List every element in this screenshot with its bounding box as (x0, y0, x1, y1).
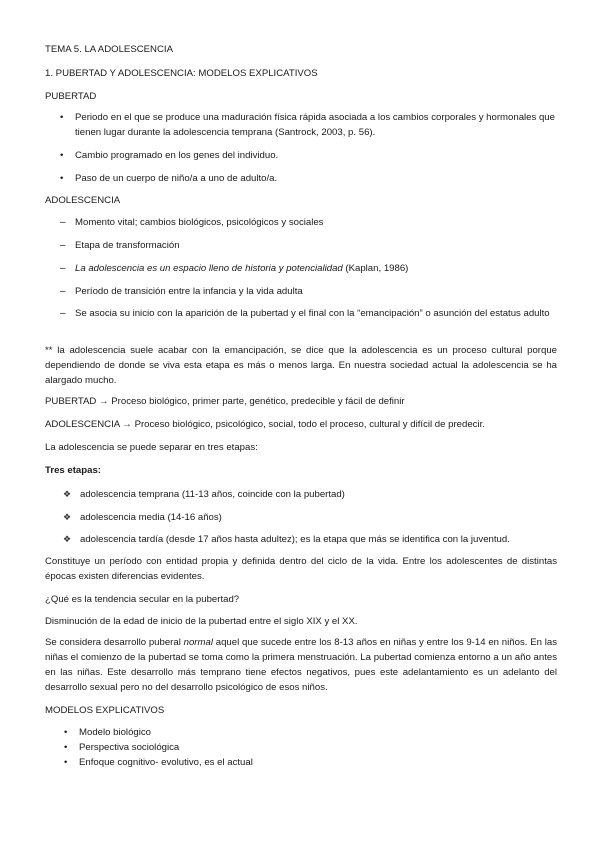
adolescencia-definition: ADOLESCENCIA → Proceso biológico, psicológico, social, todo el proceso, cultural y difícil de predecir. (45, 419, 485, 430)
list-item-text: Periodo en el que se produce una maduración física rápida asociada a los cambios corporales y hormonales que tienen lugar durante la adolescencia temprana (Santrock, 2003, p. 56). (75, 112, 555, 138)
list-item-text: adolescencia media (14-16 años) (80, 512, 222, 523)
separar-paragraph: La adolescencia se puede separar en tres etapas: (45, 442, 258, 453)
list-item-text (75, 261, 557, 276)
dash-icon: – (60, 240, 66, 251)
bullet-icon: • (60, 150, 64, 161)
bullet-icon: • (64, 727, 68, 738)
list-item-text: Momento vital; cambios biológicos, psicológicos y sociales (75, 217, 324, 228)
diamond-bullet-icon: ❖ (63, 512, 72, 522)
list-item (60, 306, 557, 336)
document-title: TEMA 5. LA ADOLESCENCIA (45, 44, 173, 55)
pubertad-definition: PUBERTAD → Proceso biológico, primer parte, genético, predecible y fácil de definir (45, 396, 405, 407)
dash-icon: – (60, 286, 66, 297)
adolescencia-heading: ADOLESCENCIA (45, 195, 121, 206)
list-item-text: adolescencia tardía (desde 17 años hasta adultez); es la etapa que más se identifica con la juventud. (80, 534, 510, 545)
normal-post: aquel que sucede entre los 8-13 años en niñas y entre los 9-14 en niños. En las niñas el comienzo de la pubertad se toma como la primera menstruación. La pubertad comienza entorno a un año antes en las niñas. Este desarrollo más temprano tiene efectos negativos, pues este adelantamiento es un adelanto del desarrollo sexual pero no del desarrollo psicológico de esos niños. (45, 637, 557, 693)
tres-etapas-heading: Tres etapas: (45, 465, 101, 476)
dash-icon: – (60, 263, 66, 274)
diamond-bullet-icon: ❖ (63, 489, 72, 499)
dash-icon: – (60, 217, 66, 228)
normal-word: normal (183, 637, 213, 648)
normal-pre: Se considera desarrollo puberal (45, 637, 184, 648)
list-item (60, 110, 557, 142)
bullet-icon: • (64, 742, 68, 753)
normal-paragraph (45, 635, 557, 695)
question-line: ¿Qué es la tendencia secular en la pubertad? (45, 594, 240, 605)
disminucion-line: Disminución de la edad de inicio de la pubertad entre el siglo XIX y el XX. (45, 616, 358, 627)
quote-italic: La adolescencia es un espacio lleno de historia y potencialidad (75, 263, 343, 274)
list-item-text: Perspectiva sociológica (79, 742, 180, 753)
list-item-text: Cambio programado en los genes del individuo. (75, 150, 279, 161)
quote-reference: (Kaplan, 1986) (342, 263, 409, 274)
pubertad-heading: PUBERTAD (45, 91, 97, 102)
note-paragraph: ** la adolescencia suele acabar con la emancipación, se dice que la adolescencia es un proceso cultural porque dependiendo de donde se viva esta etapa es más o menos larga. En nuestra sociedad actual la adolescencia se ha alargado mucho. (45, 345, 557, 386)
list-item-text: Se asocia su inicio con la aparición de la pubertad y el final con la “emancipación” o asunción del estatus adulto (75, 308, 550, 319)
dash-icon: – (60, 308, 66, 319)
bullet-icon: • (64, 757, 68, 768)
list-item-text: Etapa de transformación (75, 240, 180, 251)
section-heading: 1. PUBERTAD Y ADOLESCENCIA: MODELOS EXPLICATIVOS (45, 68, 318, 79)
diamond-bullet-icon: ❖ (63, 534, 72, 544)
list-item-text: Modelo biológico (79, 727, 151, 738)
list-item-text: adolescencia temprana (11-13 años, coincide con la pubertad) (80, 489, 345, 500)
constituye-paragraph: Constituye un período con entidad propia y definida dentro del ciclo de la vida. Entre los adolescentes de distintas épocas existen diferencias evidentes. (45, 556, 557, 582)
modelos-heading: MODELOS EXPLICATIVOS (45, 705, 165, 716)
list-item-text: Enfoque cognitivo- evolutivo, es el actual (79, 757, 253, 768)
list-item-text: Período de transición entre la infancia y la vida adulta (75, 286, 303, 297)
bullet-icon: • (60, 173, 64, 184)
bullet-icon: • (60, 112, 64, 123)
list-item-text: Paso de un cuerpo de niño/a a uno de adulto/a. (75, 173, 278, 184)
